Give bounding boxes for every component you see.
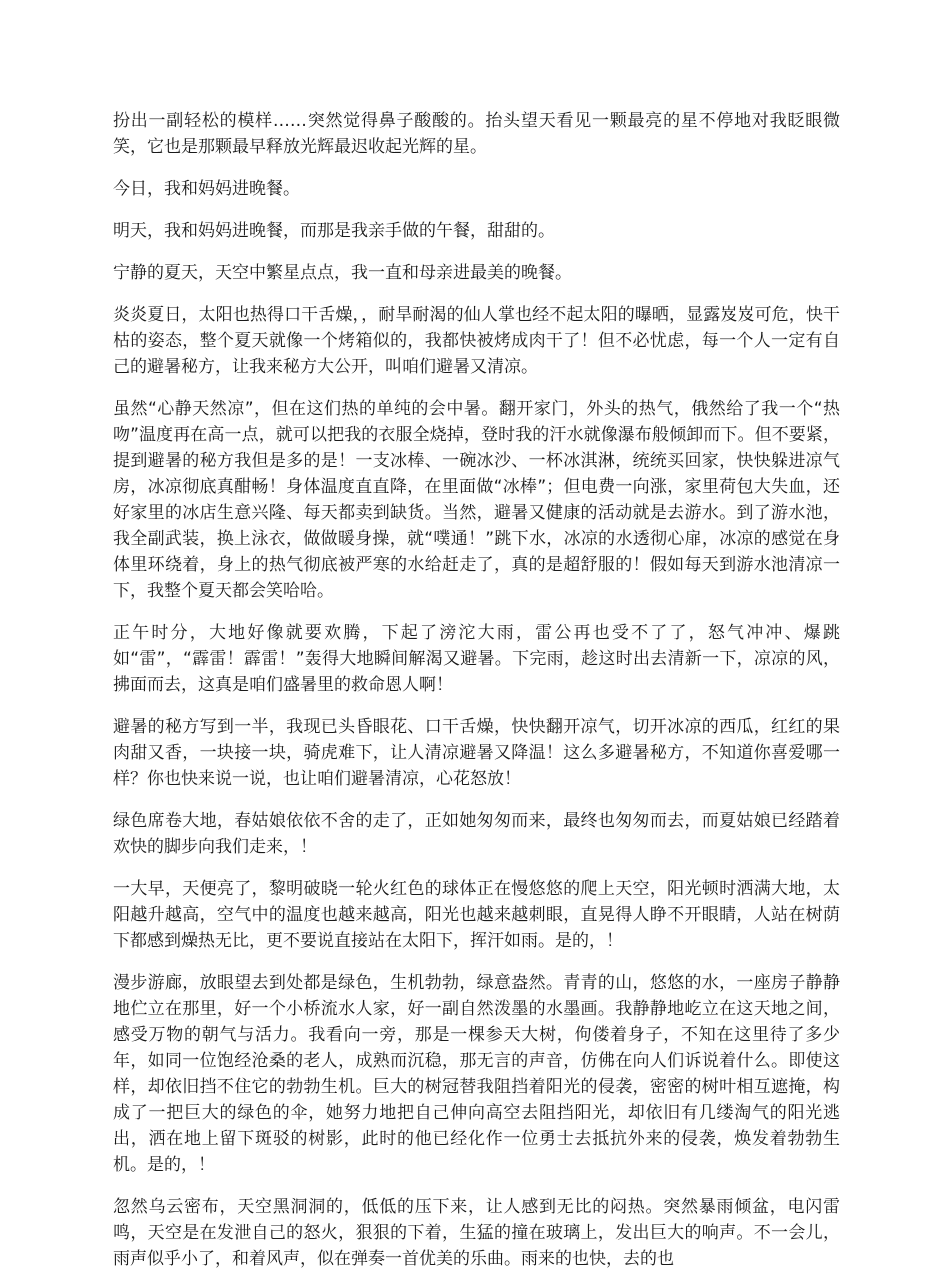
paragraph-8: 避暑的秘方写到一半，我现已头昏眼花、口干舌燥，快快翻开凉气，切开冰凉的西瓜，红红的果肉甜又香，一块接一块，骑虎难下，让人清凉避暑又降温！这么多避暑秘方，不知道你喜爱哪一样？你也快来说一说，也让咱们避暑清凉，心花怒放！ [113, 717, 840, 789]
document-page [113, 108, 840, 1288]
paragraph-4: 宁静的夏天，天空中繁星点点，我一直和母亲进最美的晚餐。 [113, 263, 572, 283]
paragraph-11: 漫步游廊，放眼望去到处都是绿色，生机勃勃，绿意盎然。青青的山，悠悠的水，一座房子静静地伫立在那里，好一个小桥流水人家，好一副自然泼墨的水墨画。我静静地屹立在这天地之间，感受万物的朝气与活力。我看向一旁，那是一棵参天大树，佝偻着身子，不知在这里待了多少年，如同一位饱经沧桑的老人，成熟而沉稳，那无言的声音，仿佛在向人们诉说着什么。即使这样，却依旧挡不住它的勃勃生机。巨大的树冠替我阻挡着阳光的侵袭，密密的树叶相互遮掩，构成了一把巨大的绿色的伞，她努力地把自己伸向高空去阻挡阳光，却依旧有几缕淘气的阳光逃出，洒在地上留下斑驳的树影，此时的他已经化作一位勇士去抵抗外来的侵袭，焕发着勃勃生机。是的，！ [113, 973, 840, 1175]
paragraph-2: 今日，我和妈妈进晚餐。 [113, 179, 300, 199]
paragraph-7: 正午时分，大地好像就要欢腾，下起了滂沱大雨，雷公再也受不了了，怒气冲冲、爆跳如“雷”，“霹雷！霹雷！”轰得大地瞬间解渴又避暑。下完雨，趁这时出去清新一下，凉凉的风，拂面而去，这真是咱们盛暑里的救命恩人啊！ [113, 623, 840, 695]
paragraph-9: 绿色席卷大地，春姑娘依依不舍的走了，正如她匆匆而来，最终也匆匆而去，而夏姑娘已经踏着欢快的脚步向我们走来，！ [113, 811, 840, 857]
paragraph-6: 虽然“心静天然凉”，但在这们热的单纯的会中暑。翻开家门，外头的热气，俄然给了我一个“热吻”温度再在高一点，就可以把我的衣服全烧掉，登时我的汗水就像瀑布般倾卸而下。但不要紧，提到避暑的秘方我但是多的是！一支冰棒、一碗冰沙、一杯冰淇淋，统统买回家，快快躲进凉气房，冰凉彻底真酣畅！身体温度直直降，在里面做“冰棒”；但电费一向涨，家里荷包大失血，还好家里的冰店生意兴隆、每天都卖到缺货。当然，避暑又健康的活动就是去游水。到了游水池，我全副武装，换上泳衣，做做暖身操，就“噗通！”跳下水，冰凉的水透彻心扉，冰凉的感觉在身体里环绕着，身上的热气彻底被严寒的水给赶走了，真的是超舒服的！假如每天到游水池清凉一下，我整个夏天都会笑哈哈。 [113, 399, 840, 601]
paragraph-1: 扮出一副轻松的模样……突然觉得鼻子酸酸的。抬头望天看见一颗最亮的星不停地对我眨眼微笑，它也是那颗最早释放光辉最迟收起光辉的星。 [113, 111, 840, 157]
paragraph-3: 明天，我和妈妈进晚餐，而那是我亲手做的午餐，甜甜的。 [113, 221, 555, 241]
paragraph-10: 一大早，天便亮了，黎明破晓一轮火红色的球体正在慢悠悠的爬上天空，阳光顿时洒满大地，太阳越升越高，空气中的温度也越来越高，阳光也越来越刺眼，直晃得人睁不开眼睛，人站在树荫下都感到燥热无比，更不要说直接站在太阳下，挥汗如雨。是的，！ [113, 879, 840, 951]
paragraph-12: 忽然乌云密布，天空黑洞洞的，低低的压下来，让人感到无比的闷热。突然暴雨倾盆，电闪雷鸣，天空是在发泄自己的怒火，狠狠的下着，生猛的撞在玻璃上，发出巨大的响声。不一会儿，雨声似乎小了，和着风声，似在弹奏一首优美的乐曲。雨来的也快，去的也 [113, 1197, 840, 1269]
paragraph-5: 炎炎夏日，太阳也热得口干舌燥，，耐旱耐渴的仙人掌也经不起太阳的曝晒，显露岌岌可危，快干枯的姿态，整个夏天就像一个烤箱似的，我都快被烤成肉干了！但不必忧虑，每一个人一定有自己的避暑秘方，让我来秘方大公开，叫咱们避暑又清凉。 [113, 305, 840, 377]
